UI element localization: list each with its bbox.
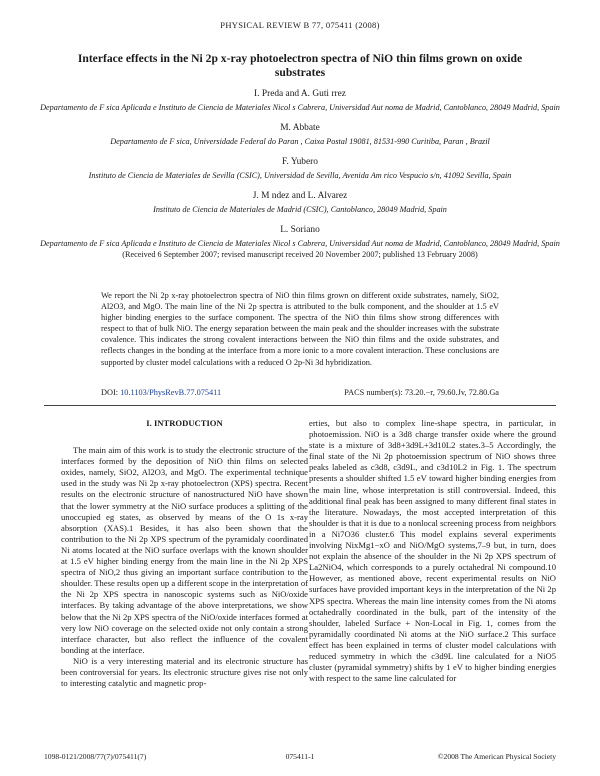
section-divider [44, 405, 556, 406]
author-names: J. M ndez and L. Alvarez [252, 191, 348, 201]
body-paragraph: The main aim of this work is to study the electronic structure of the interfaces formed by the deposition of NiO thin films on selected oxides, namely, SiO2, Al2O3, and MgO. The experimental technique used in the study was Ni 2p x-ray photoelectron (XPS) spectra. Recent results on the electronic structure of nanostructured NiO have shown that the lower symmetry at the NiO surface produces a splitting of the unoccupied eg states, as observed by means of the O 1s x-ray absorption (XAS).1 Besides, it has also been shown that the contribution to the Ni 2p XPS spectrum of the pyramidaly coordinated Ni atoms located at the NiO surface overlaps with the known shoulder at 1.5 eV higher binding energy from the main line in the Ni 2p XPS spectra of NiO,2 thus giving an important surface contribution to the shoulder. These results open up a different scope in the interpretation of the Ni 2p XPS spectra in nanoscopic systems such as NiO/oxide interfaces. By taking advantage of the above interpretations, we show below that the Ni 2p XPS spectra of the NiO/oxide interfaces formed at very low NiO coverage on the selected oxide not only contain a strong interface character, but also reflect the influence of the covalent bonding at the interface. [61, 445, 308, 655]
running-head: PHYSICAL REVIEW B 77, 075411 (2008) [220, 20, 380, 30]
author-affiliation: Instituto de Ciencia de Materiales de Sevilla (CSIC), Universidad de Sevilla, Avenida Am rico Vespucio s/n, 41092 Sevilla, Spain [88, 171, 512, 180]
abstract: We report the Ni 2p x-ray photoelectron spectra of NiO thin films grown on different oxide substrates, namely, SiO2, Al2O3, and MgO. The main line of the Ni 2p spectra is attributed to the bulk component, and the shoulder at 1.5 eV higher binding energies to the surface component. The spectra of the NiO thin films show strong differences with respect to that of bulk NiO. The energy separation between the main peak and the shoulder increases with the substrate covalence. This indicates the strong covalent interactions between the NiO thin films and the oxide substrates, and reflects changes in the bonding at the interface from a more ionic to a more covalent interaction. These conclusions are supported by cluster model calculations with a reduced O 2p-Ni 3d hybridization. [101, 291, 499, 367]
author-affiliation: Departamento de F sica Aplicada e Instituto de Ciencia de Materiales Nicol s Cabrera, Universidad Aut noma de Madrid, Cantoblanco, 28049 Madrid, Spain [40, 239, 560, 248]
footer-issn: 1098-0121/2008/77(7)/075411(7) [44, 752, 147, 761]
author-names: I. Preda and A. Guti rrez [254, 89, 346, 99]
pacs-numbers: PACS number(s): 73.20.−r, 79.60.Jv, 72.80.Ga [344, 388, 499, 397]
left-column [61, 418, 308, 689]
body-paragraph: erties, but also to complex line-shape spectra, in particular, in photoemission. NiO is a 3d8 charge transfer oxide where the ground state is a mixture of 3d8+3d9L+3d10L2 states.3–5 Accordingly, the final state of the Ni 2p photoemission spectrum of NiO shows three peaks labeled as c3d8, c3d9L, and c3d10L2 in Fig. 1. The spectrum presents a shoulder shifted 1.5 eV toward higher binding energies from the main line, whose interpretation is still controversial. Indeed, this additional final peak has been assigned to many different final states in the literature. Nowadays, the most accepted interpretation of this shoulder is that it is due to a nonlocal screening process from neighbors in a Ni7O36 cluster.6 This model explains several experiments involving NixMg1−xO and NiO/MgO systems,7–9 but, in turn, does not explain the absence of the shoulder in the Ni 2p XPS spectrum of La2NiO4, which corresponds to a purely octahedral Ni compound.10 However, as mentioned above, recent experimental results on NiO surfaces have provided important keys in the interpretation of the Ni 2p XPS spectra. Whereas the main line intensity comes from the Ni atoms octahedrally coordinated in the bulk, part of the intensity of the shoulder, labeled Surface + Non-Local in Fig. 1, comes from the pyramidally coordinated Ni atoms at the NiO surface.2 This surface effect has been explained in terms of cluster model calculations with reduced symmetry in which the c3d9L line calculated for a NiO5 cluster (pyramidal symmetry) shifts by 1 eV to higher binding energies with respect to the same line calculated for [309, 418, 556, 684]
footer-copyright: ©2008 The American Physical Society [437, 752, 556, 761]
doi-pacs-line [101, 388, 499, 397]
author-names: M. Abbate [280, 123, 320, 133]
author-names: L. Soriano [280, 225, 320, 235]
author-affiliation: Departamento de F sica Aplicada e Instituto de Ciencia de Materiales Nicol s Cabrera, Universidad Aut noma de Madrid, Cantoblanco, 28049 Madrid, Spain [40, 103, 560, 112]
doi-link[interactable]: 10.1103/PhysRevB.77.075411 [120, 388, 222, 397]
author-names: F. Yubero [282, 157, 318, 167]
right-column [309, 418, 556, 684]
article-title: Interface effects in the Ni 2p x-ray photoelectron spectra of NiO thin films grown on oxide substrates [77, 52, 523, 79]
section-heading: I. INTRODUCTION [146, 418, 223, 428]
author-affiliation: Departamento de F sica, Universidade Federal do Paran , Caixa Postal 19081, 81531-990 Curitiba, Paran , Brazil [110, 137, 490, 146]
footer-page-number: 075411-1 [285, 752, 315, 761]
author-list [30, 88, 570, 260]
author-affiliation: Instituto de Ciencia de Materiales de Madrid (CSIC), Cantoblanco, 28049 Madrid, Spain [153, 205, 447, 214]
received-dates: (Received 6 September 2007; revised manuscript received 20 November 2007; published 13 February 2008) [122, 250, 478, 259]
doi-label: DOI: [101, 388, 119, 397]
body-paragraph: NiO is a very interesting material and its electronic structure has been controversial for years. Its electronic structure gives rise not only to interesting catalytic and magnetic prop- [61, 655, 308, 689]
